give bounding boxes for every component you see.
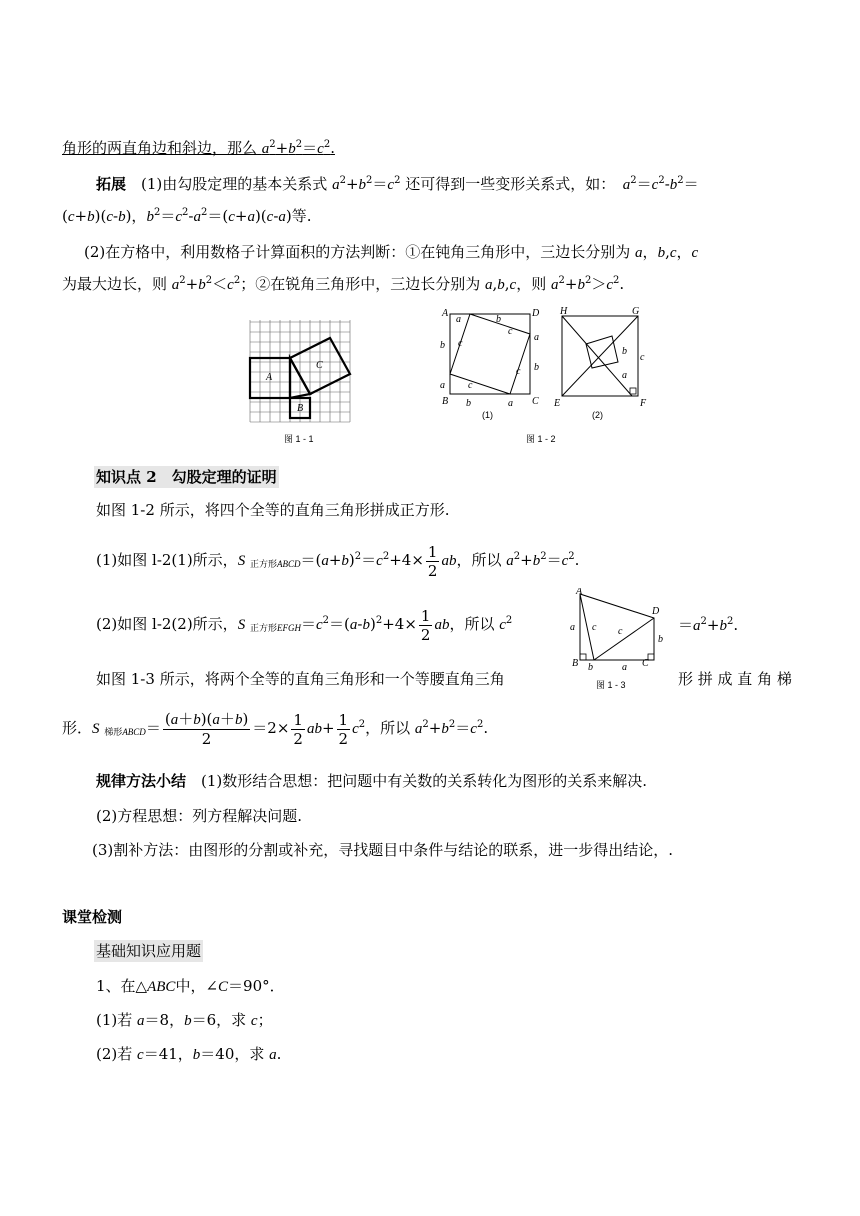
basic-knowledge-title: 基础知识应用题 — [96, 942, 202, 960]
k2-paragraph-3-tail: $=a^2+b^2$. — [678, 616, 739, 634]
k2-paragraph-1: 如图 1-2 所示，将四个全等的直角三角形拼成正方形. — [96, 501, 450, 519]
svg-text:F: F — [640, 398, 647, 409]
svg-text:a: a — [508, 398, 513, 409]
svg-text:C: C — [532, 396, 539, 407]
svg-text:A: A — [266, 372, 273, 383]
svg-text:D: D — [532, 308, 540, 319]
figure-1-3 — [566, 588, 672, 692]
rule-summary-1: 规律方法小结 (1)数形结合思想：把问题中有关数的关系转化为图形的关系来解决. — [96, 772, 648, 790]
svg-text:图 1 - 2: 图 1 - 2 — [526, 434, 556, 444]
rule-summary-2: (2)方程思想：列方程解决问题. — [96, 807, 303, 825]
svg-text:A: A — [576, 588, 583, 597]
svg-text:a: a — [622, 662, 627, 673]
question-1-part-1: (1)若 a＝8，b＝6，求 c； — [96, 1011, 273, 1029]
k2-paragraph-3: (2)如图 l-2(2)所示，S $_{正方形EFGH}=c^2=(a-b)^2+4\times$ $\frac{1}{2}$ ab，所以 $c^2$ — [96, 606, 513, 644]
svg-text:b: b — [496, 314, 501, 325]
k2-paragraph-4: 如图 1-3 所示，将两个全等的直角三角形和一个等腰直角三角 — [96, 670, 505, 688]
line-1: 角形的两直角边和斜边，那么 $a^2+b^2=c^2$. — [62, 139, 335, 157]
svg-text:b: b — [588, 662, 593, 673]
svg-text:b: b — [622, 346, 627, 357]
figure-1-2 — [436, 306, 658, 446]
svg-text:c: c — [640, 352, 645, 363]
svg-text:a: a — [440, 380, 445, 391]
svg-text:(1): (1) — [482, 410, 493, 420]
svg-text:B: B — [442, 396, 449, 407]
extension-line-1: 拓展 (1)由勾股定理的基本关系式 $a^2+b^2=c^2$ 还可得到一些变形关系式，如： $a^2=c^2-b^2=$ — [96, 175, 699, 193]
svg-text:a: a — [622, 370, 627, 381]
svg-text:c: c — [468, 380, 473, 391]
svg-text:a: a — [570, 622, 575, 633]
k2-paragraph-2: (1)如图 l-2(1)所示，S $_{正方形ABCD}=(a+b)^2=c^2+4\times$ $\frac{1}{2}$ ab，所以 $a^2+b^2=c^2$. — [96, 542, 580, 580]
svg-text:H: H — [560, 306, 568, 317]
svg-text:B: B — [297, 403, 304, 414]
svg-text:c: c — [458, 338, 463, 349]
question-1-part-2: (2)若 c＝41，b＝40，求 a. — [96, 1045, 282, 1063]
svg-text:b: b — [466, 398, 471, 409]
svg-text:(2): (2) — [592, 410, 603, 420]
rule-summary-3: (3)割补方法：由图形的分割或补充，寻找题目中条件与结论的联系，进一步得出结论，. — [92, 841, 674, 859]
svg-text:C: C — [642, 658, 649, 669]
svg-text:G: G — [632, 306, 640, 317]
svg-text:c: c — [508, 326, 513, 337]
svg-text:a: a — [534, 332, 539, 343]
svg-text:c: c — [592, 622, 597, 633]
svg-text:图 1 - 1: 图 1 - 1 — [284, 434, 314, 444]
classroom-check-title: 课堂检测 — [62, 908, 123, 926]
extension-line-3: (2)在方格中，利用数格子计算面积的方法判断：①在钝角三角形中，三边长分别为 a，b,c，c — [84, 243, 699, 261]
svg-text:c: c — [618, 626, 623, 637]
figure-1-1 — [246, 318, 356, 446]
svg-text:D: D — [652, 606, 660, 617]
svg-text:b: b — [534, 362, 539, 373]
knowledge-point-2-title: 知识点 2 勾股定理的证明 — [96, 468, 277, 486]
svg-text:图 1 - 3: 图 1 - 3 — [596, 680, 626, 690]
svg-text:b: b — [440, 340, 445, 351]
svg-text:C: C — [316, 360, 323, 371]
question-1: 1、在△ABC中，∠C＝90°． — [96, 977, 285, 995]
k2-paragraph-5: 形．S $_{梯形ABCD}$＝ $\frac{(a+b)(a+b)}{2}$ ＝2× $\frac{1}{2}$ ab+ $\frac{1}{2}$ $c^2$，所以 $a^2+b^2=c^2$. — [62, 710, 489, 748]
svg-text:a: a — [456, 314, 461, 325]
svg-text:A: A — [442, 308, 449, 319]
k2-paragraph-4-tail: 形 拼 成 直 角 梯 — [678, 670, 792, 688]
svg-text:b: b — [658, 634, 663, 645]
extension-line-2: (c+b)(c-b)，$b^2=c^2-a^2=(c+a)(c-a)$等. — [62, 207, 312, 225]
svg-text:E: E — [554, 398, 561, 409]
svg-text:B: B — [572, 658, 579, 669]
extension-line-4: 为最大边长，则 $a^2+b^2<c^2$；②在锐角三角形中，三边长分别为 a,b,c，则 $a^2+b^2>c^2$. — [62, 275, 625, 293]
svg-text:c: c — [516, 366, 521, 377]
